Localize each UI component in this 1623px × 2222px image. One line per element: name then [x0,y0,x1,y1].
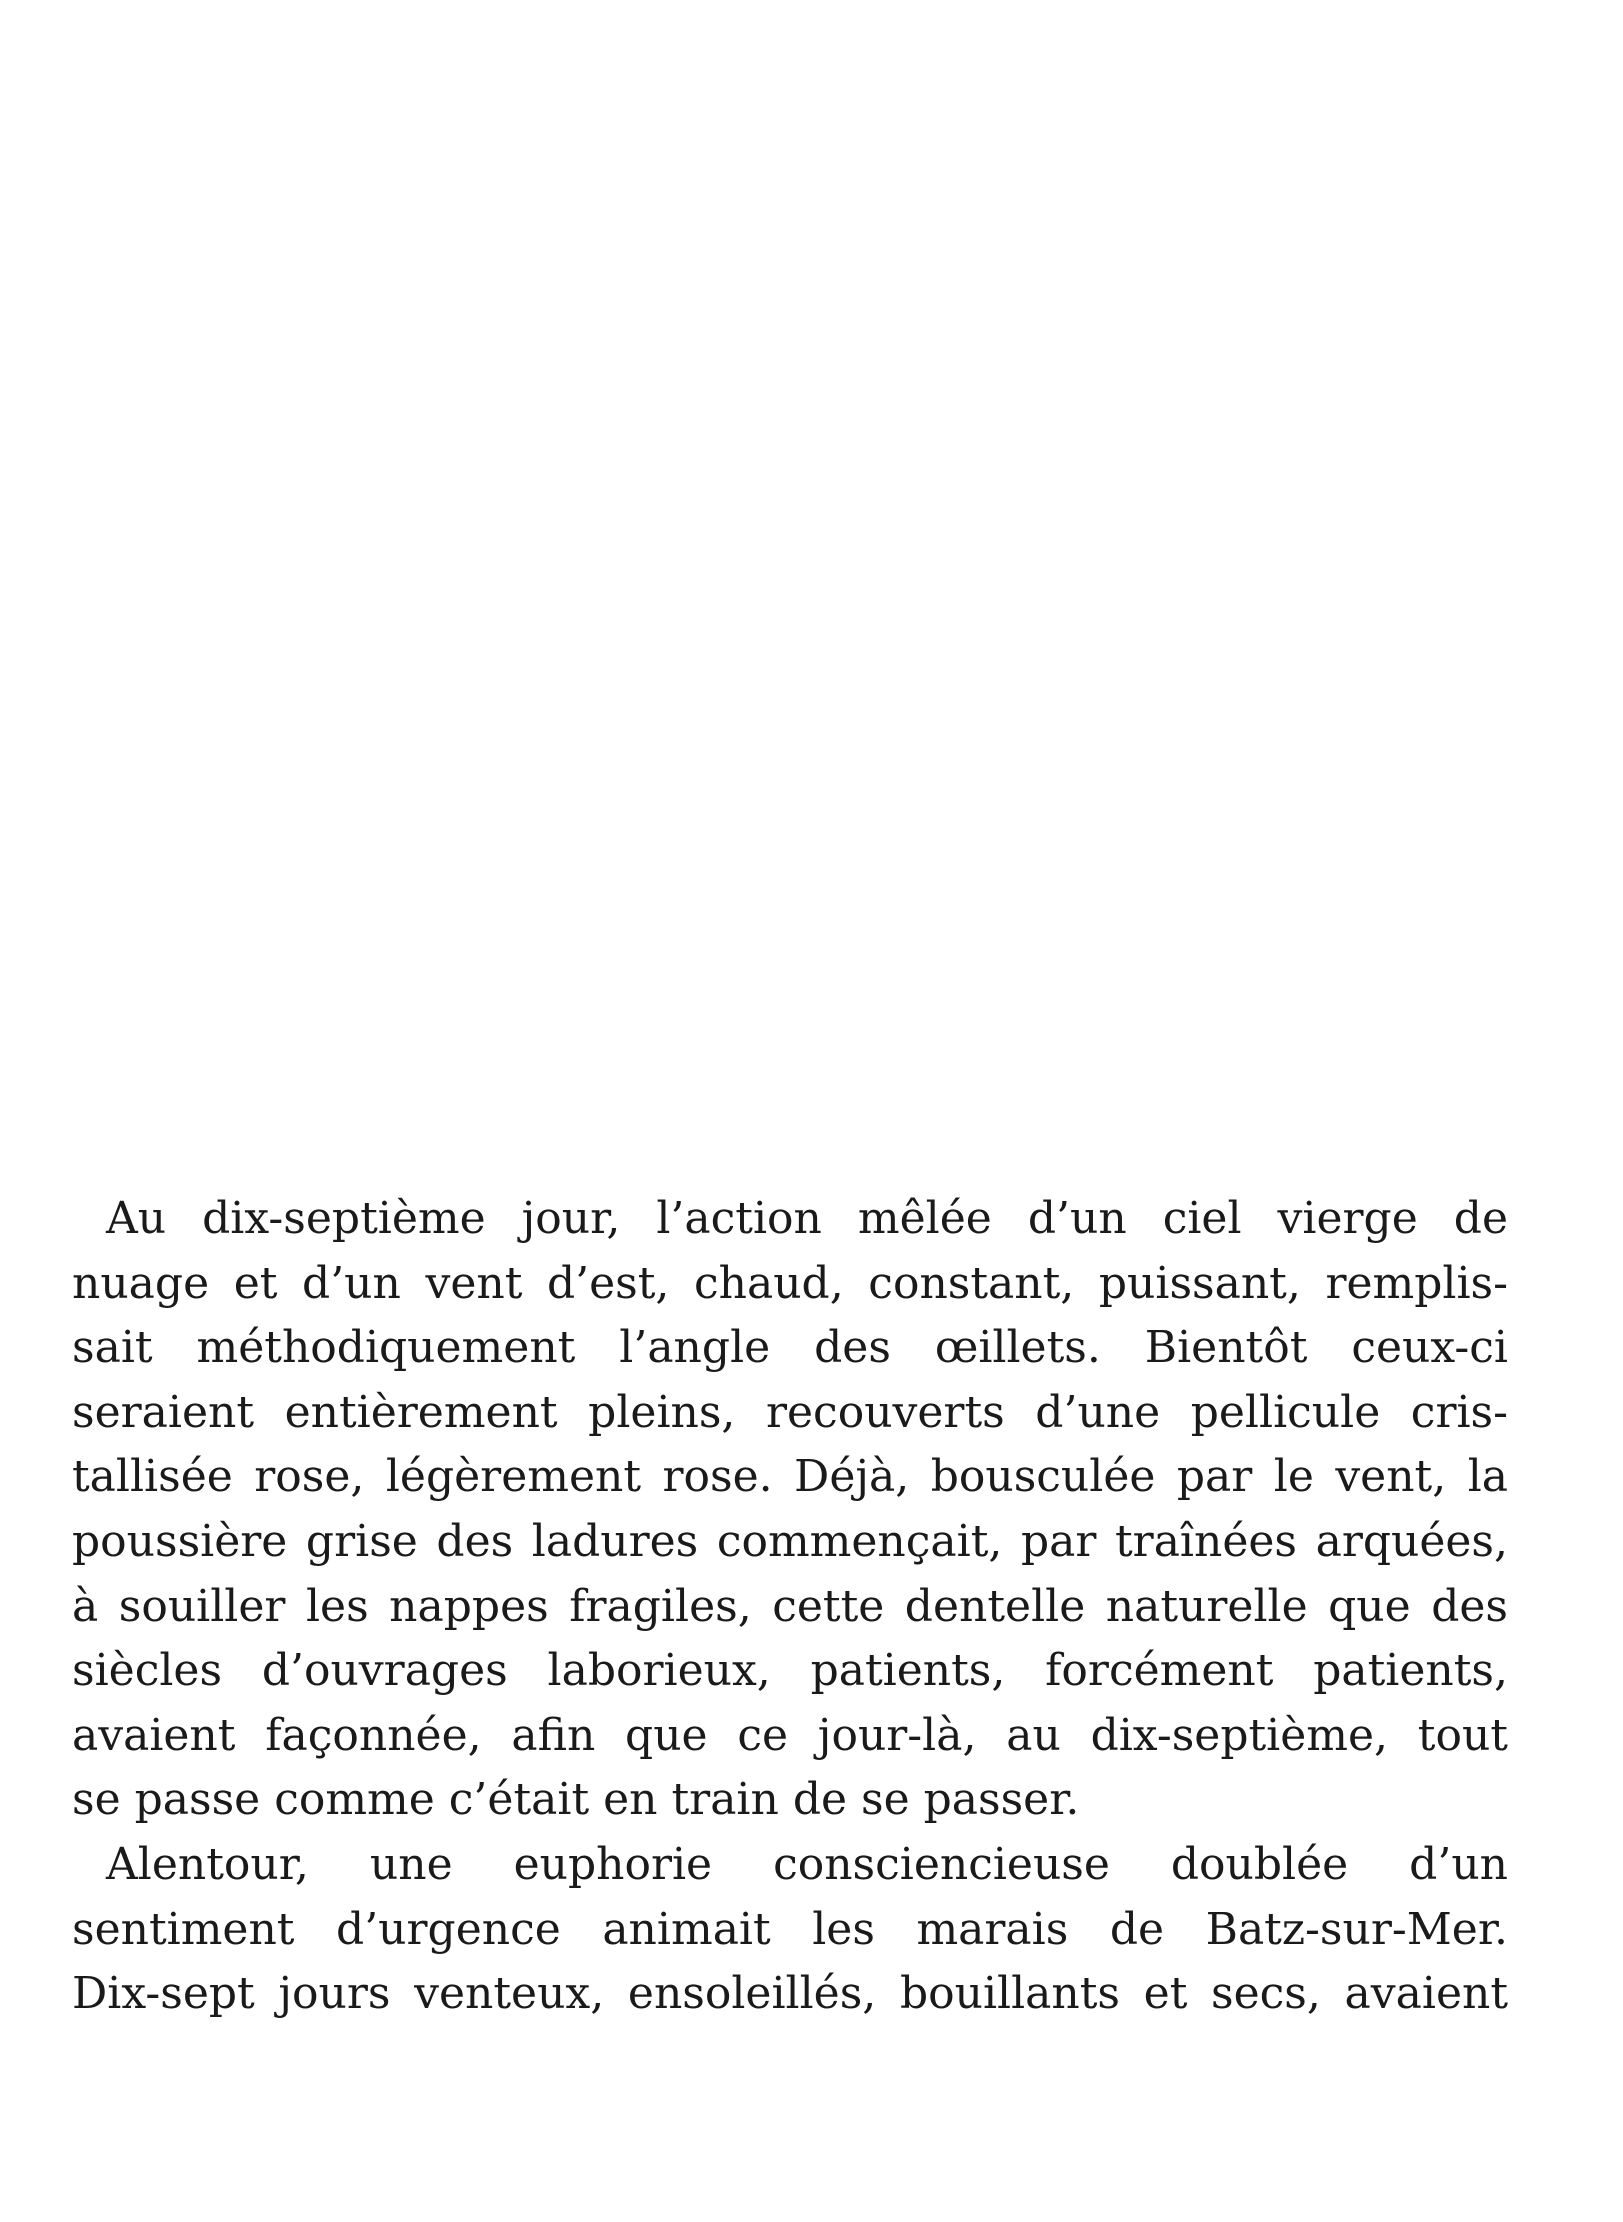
paragraph-2-line-2: sentiment d’urgence animait les marais de Batz-sur-Mer. [72,1903,1508,1955]
paragraph-1-line-9: avaient façonnée, afin que ce jour-là, au dix-septième, tout [72,1709,1508,1761]
paragraph-1-line-7: à souiller les nappes fragiles, cette dentelle naturelle que des [72,1580,1508,1632]
paragraph-1-line-2: nuage et d’un vent d’est, chaud, constant, puissant, remplis- [72,1257,1508,1309]
paragraph-1-line-1: Au dix-septième jour, l’action mêlée d’un ciel vierge de [106,1193,1508,1244]
body-text [72,1187,1508,2027]
paragraph-1-line-5: tallisée rose, légèrement rose. Déjà, bousculée par le vent, la [72,1451,1508,1503]
paragraph-1-line-4: seraient entièrement pleins, recouverts d’une pellicule cris- [72,1386,1508,1438]
paragraph-1-line-3: sait méthodiquement l’angle des œillets. Bientôt ceux-ci [72,1322,1508,1374]
paragraph-1-line-8: siècles d’ouvrages laborieux, patients, forcément patients, [72,1645,1508,1697]
paragraph-1-line-6: poussière grise des ladures commençait, par traînées arquées, [72,1515,1508,1567]
paragraph-2-line-3: Dix-sept jours venteux, ensoleillés, bouillants et secs, avaient [72,1968,1508,2020]
paragraph-1-line-10: se passe comme c’était en train de se passer. [72,1774,1080,1826]
paragraph-2-line-1: Alentour, une euphorie consciencieuse doublée d’un [106,1838,1508,1890]
